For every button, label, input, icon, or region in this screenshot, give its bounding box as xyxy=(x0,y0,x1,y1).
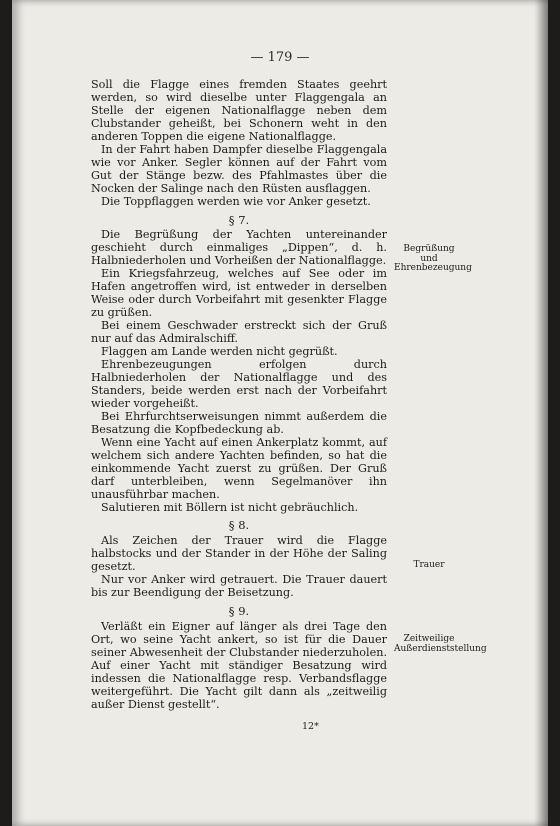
paragraph: Die Begrüßung der Yachten untereinander geschieht durch einmaliges „Dippen“, d. h. Halbniederholen und Vorheißen der Nationalflagge. xyxy=(91,228,387,268)
book-page xyxy=(12,0,548,826)
page-edge-shadow xyxy=(534,0,548,826)
paragraph: Ehrenbezeugungen erfolgen durch Halbniederholen der Nationalflagge und des Standers, beide werden erst nach der Vorbeifahrt wieder vorgeheißt. xyxy=(91,358,387,410)
margin-note-out-of-service: Zeitweilige Außerdienststellung xyxy=(394,634,487,654)
paragraph: Soll die Flagge eines fremden Staates geehrt werden, so wird dieselbe unter Flaggengala an Stelle der eigenen Nationalflagge neben dem Clubstander geheißt, bei Schonern weht in den anderen Toppen die eigene Nationalflagge. xyxy=(91,78,387,143)
paragraph: Ein Kriegsfahrzeug, welches auf See oder im Hafen angetroffen wird, ist entweder in derselben Weise oder durch Vorbeifahrt mit gesenkter Flagge zu grüßen. xyxy=(91,267,387,320)
page-number: — 179 — xyxy=(250,50,310,65)
paragraph: Als Zeichen der Trauer wird die Flagge halbstocks und der Stander in der Höhe der Saling gesetzt. xyxy=(91,534,387,574)
paragraph: Nur vor Anker wird getrauert. Die Trauer dauert bis zur Beendigung der Beisetzung. xyxy=(91,573,387,600)
margin-note-greeting: Begrüßung und Ehrenbezeugung xyxy=(394,244,472,273)
paragraph: Wenn eine Yacht auf einen Ankerplatz kommt, auf welchem sich andere Yachten befinden, so hat die einkommende Yacht zuerst zu grüßen. Der Gruß darf unterbleiben, wenn Segelmanöver ihn unausführbar machen. xyxy=(91,435,387,501)
section-heading-8: § 8. xyxy=(228,518,250,533)
margin-note-mourning: Trauer xyxy=(413,560,445,570)
section-heading-7: § 7. xyxy=(228,212,250,227)
paragraph: Die Toppflaggen werden wie vor Anker gesetzt. xyxy=(101,194,371,208)
paragraph: Bei Ehrfurchtserweisungen nimmt außerdem die Besatzung die Kopfbedeckung ab. xyxy=(91,409,387,436)
page-body xyxy=(91,79,387,712)
paragraph: In der Fahrt haben Dampfer dieselbe Flaggengala wie vor Anker. Segler können auf der Fahrt vom Gut der Stänge bezw. des Pfahlmastes über die Nocken der Salinge nach den Rüsten ausflaggen. xyxy=(91,142,387,195)
paragraph: Bei einem Geschwader erstreckt sich der Gruß nur auf das Admiralschiff. xyxy=(91,319,387,346)
paragraph: Verläßt ein Eigner auf länger als drei Tage den Ort, wo seine Yacht ankert, so ist für die Dauer seiner Abwesenheit der Clubstander niederzuholen. Auf einer Yacht mit ständiger Besatzung wird indessen die Nationalflagge resp. Verbandsflagge weitergeführt. Die Yacht gilt dann als „zeitweilig außer Dienst gestellt“. xyxy=(91,620,387,711)
paragraph: Flaggen am Lande werden nicht gegrüßt. xyxy=(101,345,338,359)
paragraph: Salutieren mit Böllern ist nicht gebräuchlich. xyxy=(101,500,359,514)
signature-mark: 12* xyxy=(302,721,319,732)
section-heading-9: § 9. xyxy=(228,604,250,619)
